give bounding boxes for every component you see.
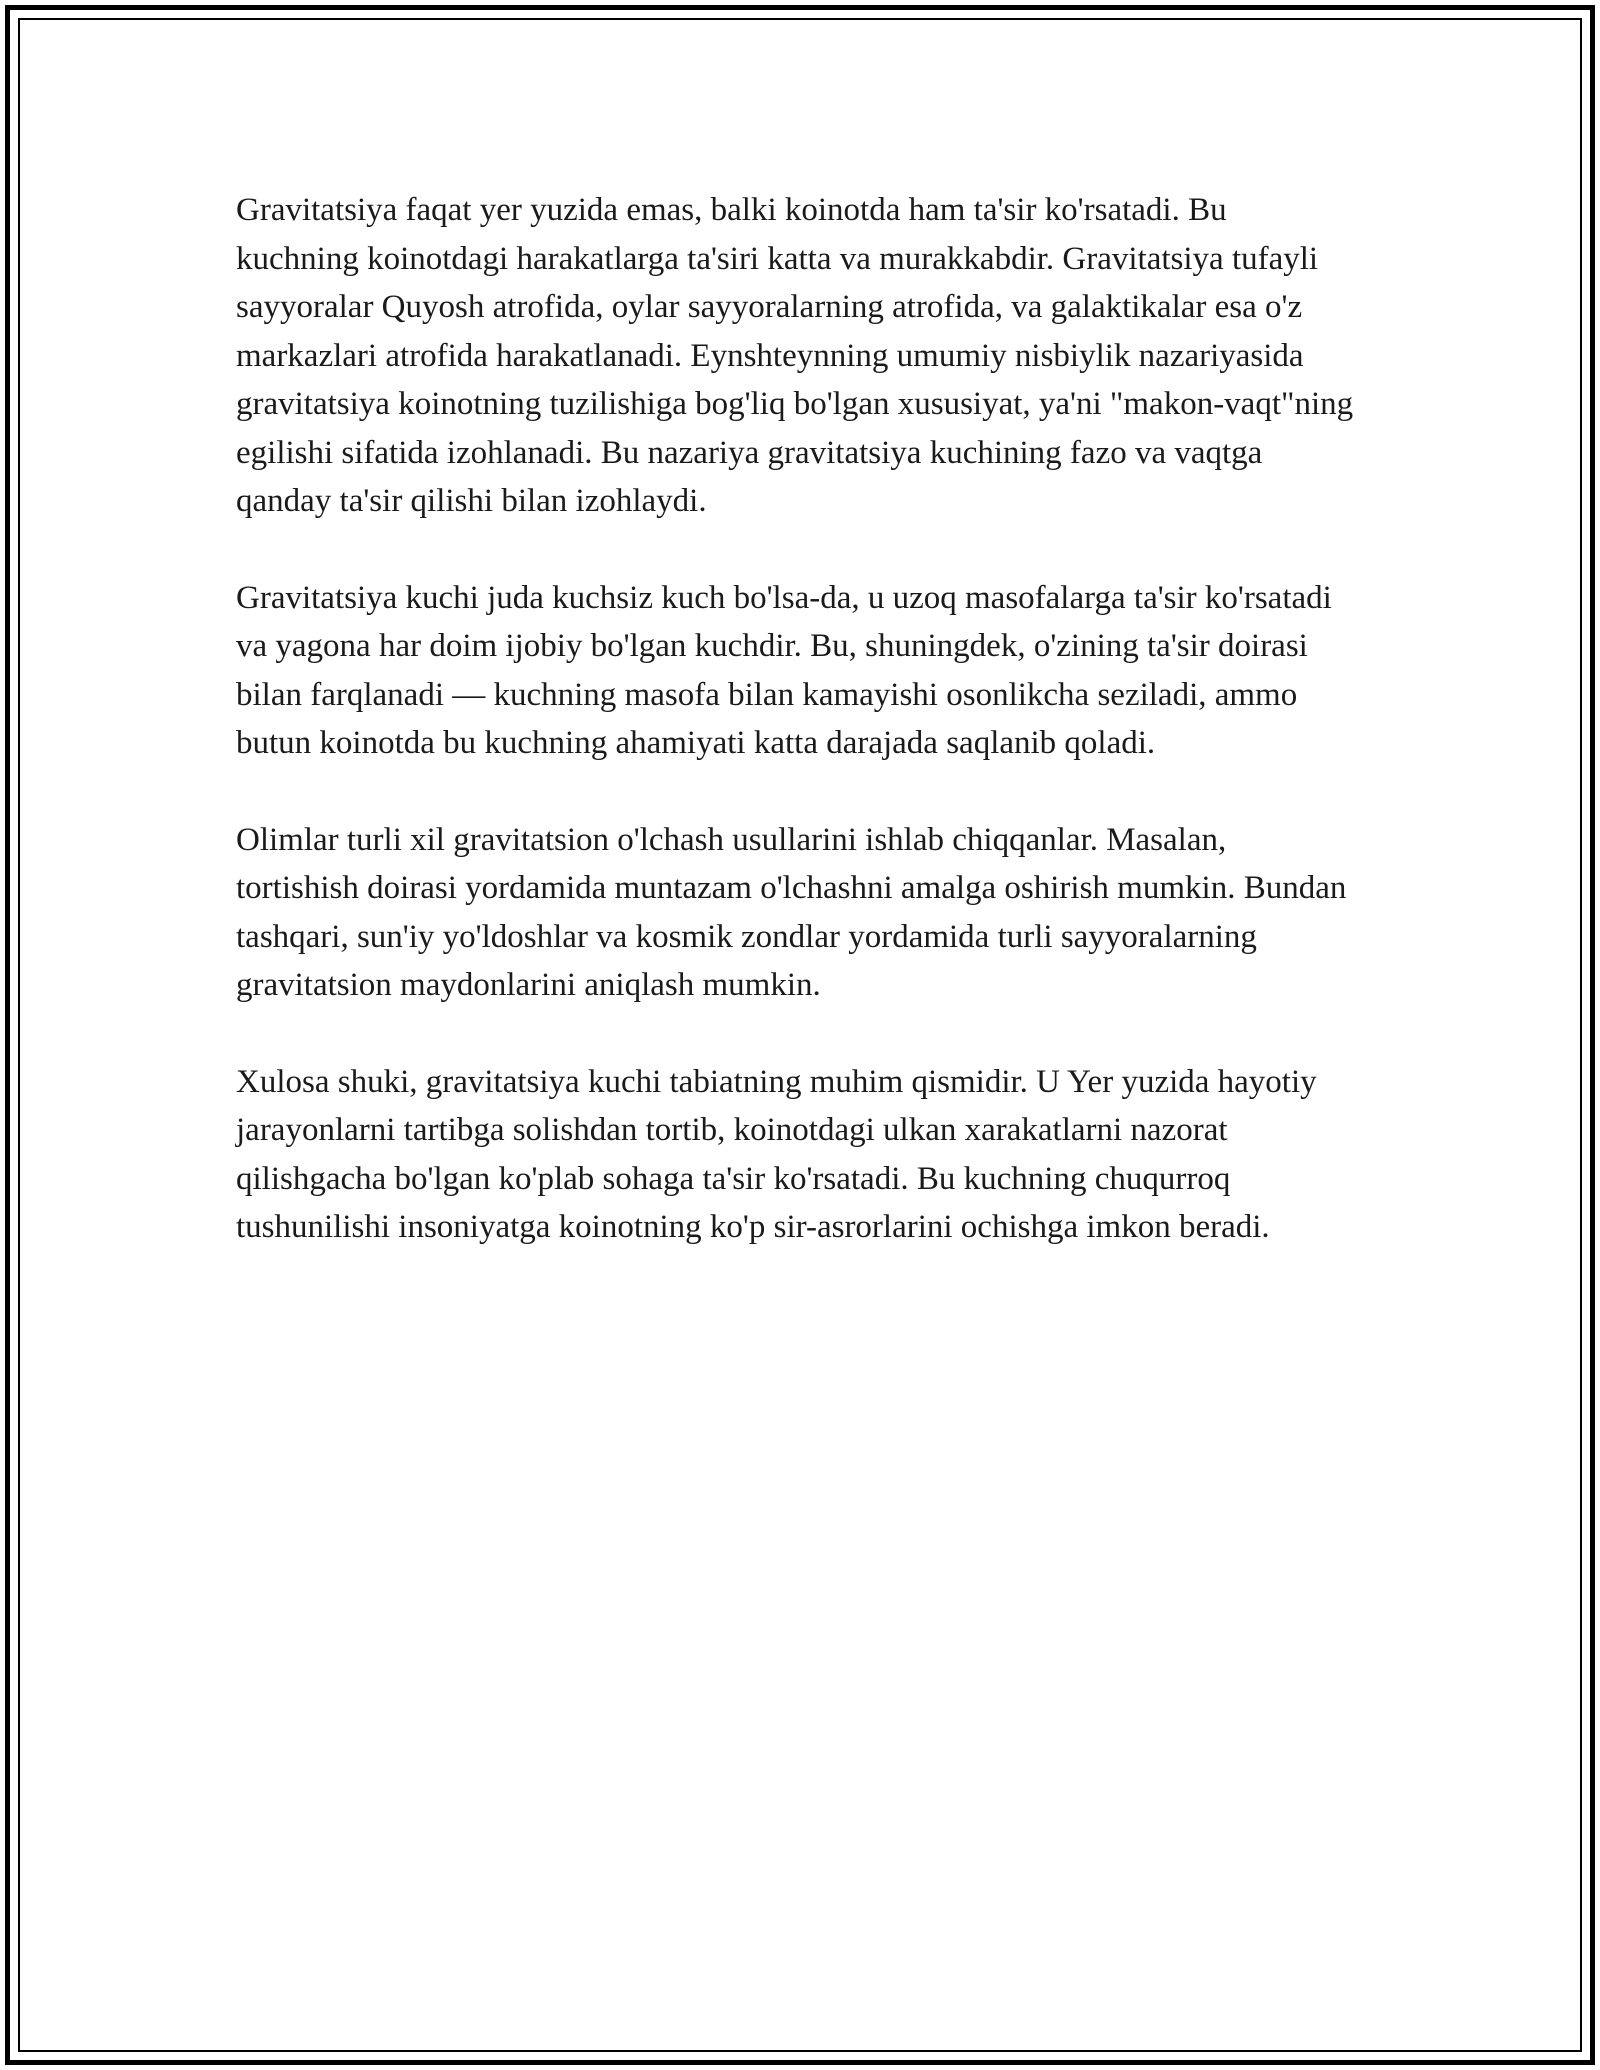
paragraph-3: Olimlar turli xil gravitatsion o'lchash usullarini ishlab chiqqanlar. Masalan, tortishish doirasi yordamida muntazam o'lchashni amalga oshirish mumkin. Bundan tashqari, sun'iy yo'ldoshlar va kosmik zondlar yordamida turli sayyoralarning gravitatsion maydonlarini aniqlash mumkin. [236,821,1347,1003]
document-body [236,186,1356,1300]
paragraph-1: Gravitatsiya faqat yer yuzida emas, balki koinotda ham ta'sir ko'rsatadi. Bu kuchning koinotdagi harakatlarga ta'siri katta va murakkabdir. Gravitatsiya tufayli sayyoralar Quyosh atrofida, oylar sayyoralarning atrofida, va galaktikalar esa o'z markazlari atrofida harakatlanadi. Eynshteynning umumiy nisbiylik nazariyasida gravitatsiya koinotning tuzilishiga bog'liq bo'lgan xususiyat, ya'ni "makon-vaqt"ning egilishi sifatida izohlanadi. Bu nazariya gravitatsiya kuchining fazo va vaqtga qanday ta'sir qilishi bilan izohlaydi. [236,192,1354,519]
paragraph-2: Gravitatsiya kuchi juda kuchsiz kuch bo'lsa-da, u uzoq masofalarga ta'sir ko'rsatadi va yagona har doim ijobiy bo'lgan kuchdir. Bu, shuningdek, o'zining ta'sir doirasi bilan farqlanadi — kuchning masofa bilan kamayishi osonlikcha seziladi, ammo butun koinotda bu kuchning ahamiyati katta darajada saqlanib qoladi. [236,579,1332,761]
paragraph-4: Xulosa shuki, gravitatsiya kuchi tabiatning muhim qismidir. U Yer yuzida hayotiy jarayonlarni tartibga solishdan tortib, koinotdagi ulkan xarakatlarni nazorat qilishgacha bo'lgan ko'plab sohaga ta'sir ko'rsatadi. Bu kuchning chuqurroq tushunilishi insoniyatga koinotning ko'p sir-asrorlarini ochishga imkon beradi. [236,1063,1317,1245]
